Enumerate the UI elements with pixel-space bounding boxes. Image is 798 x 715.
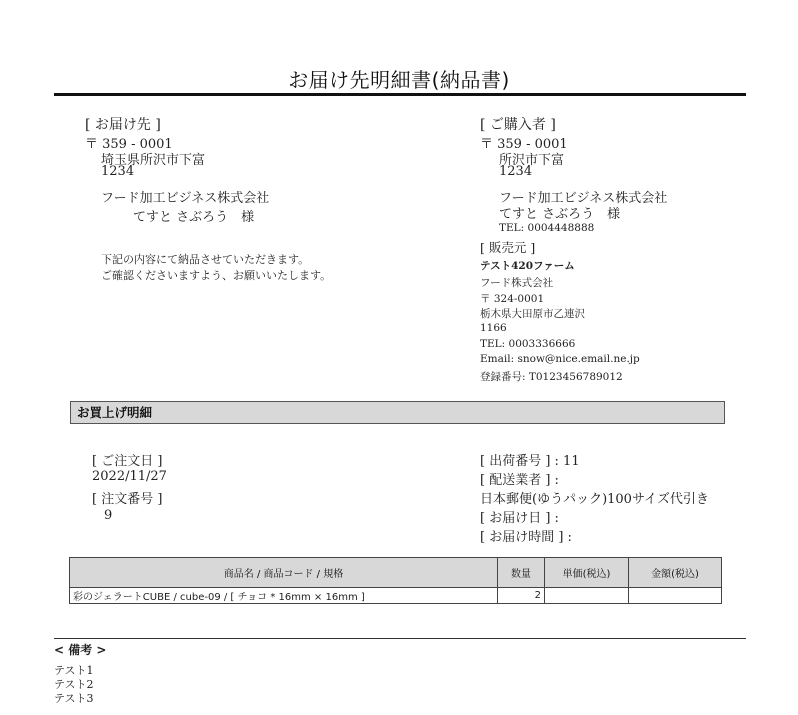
order-date-label: [ ご注文日 ] <box>92 454 163 469</box>
delivery-message-2: ご確認くださいますよう、お願いいたします。 <box>101 269 332 282</box>
seller-label: [ 販売元 ] <box>480 240 536 255</box>
delivery-address-2: 1234 <box>101 164 135 179</box>
seller-address-1: 栃木県大田原市乙連沢 <box>480 308 585 320</box>
delivery-address-1: 埼玉県所沢市下富 <box>101 153 206 168</box>
cell-quantity: 2 <box>498 588 545 604</box>
carrier-value: 日本郵便(ゆうパック)100サイズ代引き <box>480 492 709 507</box>
document-title: お届け先明細書(納品書) <box>288 68 510 92</box>
purchaser-address-1: 所沢市下富 <box>499 153 565 168</box>
purchaser-name: てすと さぶろう 様 <box>499 207 621 222</box>
purchaser-company: フード加工ビジネス株式会社 <box>499 191 668 206</box>
remarks-line-2: テスト2 <box>54 678 94 691</box>
table-row <box>70 588 722 604</box>
header-amount: 金額(税込) <box>629 558 722 588</box>
seller-company: フード株式会社 <box>480 277 554 289</box>
seller-postal: 〒 324-0001 <box>480 293 545 305</box>
delivery-company: フード加工ビジネス株式会社 <box>101 191 270 206</box>
seller-registration-number: 登録番号: T0123456789012 <box>480 371 623 383</box>
cell-unit-price <box>545 588 629 604</box>
seller-email: Email: snow@nice.email.ne.jp <box>480 353 640 365</box>
delivery-message-1: 下記の内容にて納品させていただきます。 <box>101 253 310 266</box>
purchaser-tel: TEL: 0004448888 <box>499 222 595 234</box>
purchaser-label: [ ご購入者 ] <box>480 117 556 133</box>
shipment-number: [ 出荷番号 ] : 11 <box>480 454 580 469</box>
seller-address-2: 1166 <box>480 322 507 334</box>
delivery-postal: 〒 359 - 0001 <box>85 137 173 152</box>
purchaser-address-2: 1234 <box>499 164 533 179</box>
delivery-label: [ お届け先 ] <box>85 117 161 133</box>
delivery-recipient-name: てすと さぶろう 様 <box>133 210 255 225</box>
purchaser-postal: 〒 359 - 0001 <box>480 137 568 152</box>
remarks-line-1: テスト1 <box>54 664 94 677</box>
delivery-date-label: [ お届け日 ] : <box>480 511 559 526</box>
cell-amount <box>629 588 722 604</box>
order-number-value: 9 <box>104 508 113 523</box>
items-table <box>69 557 722 604</box>
header-unit-price: 単価(税込) <box>545 558 629 588</box>
remarks-title: < 備考 > <box>54 643 107 657</box>
title-underline <box>54 93 746 96</box>
cell-product: 彩のジェラートCUBE / cube-09 / [ チョコ * 16mm × 16mm ] <box>70 588 498 604</box>
header-product: 商品名 / 商品コード / 規格 <box>70 558 498 588</box>
remarks-divider <box>54 638 746 639</box>
seller-tel: TEL: 0003336666 <box>480 338 576 350</box>
remarks-line-3: テスト3 <box>54 692 94 705</box>
table-header-row <box>70 558 722 588</box>
header-quantity: 数量 <box>498 558 545 588</box>
order-date-value: 2022/11/27 <box>92 469 167 484</box>
order-number-label: [ 注文番号 ] <box>92 492 163 507</box>
seller-shop-name: テスト420ファーム <box>480 260 575 272</box>
carrier-label: [ 配送業者 ] : <box>480 473 559 488</box>
purchase-details-heading: お買上げ明細 <box>70 401 725 424</box>
delivery-time-label: [ お届け時間 ] : <box>480 530 572 545</box>
